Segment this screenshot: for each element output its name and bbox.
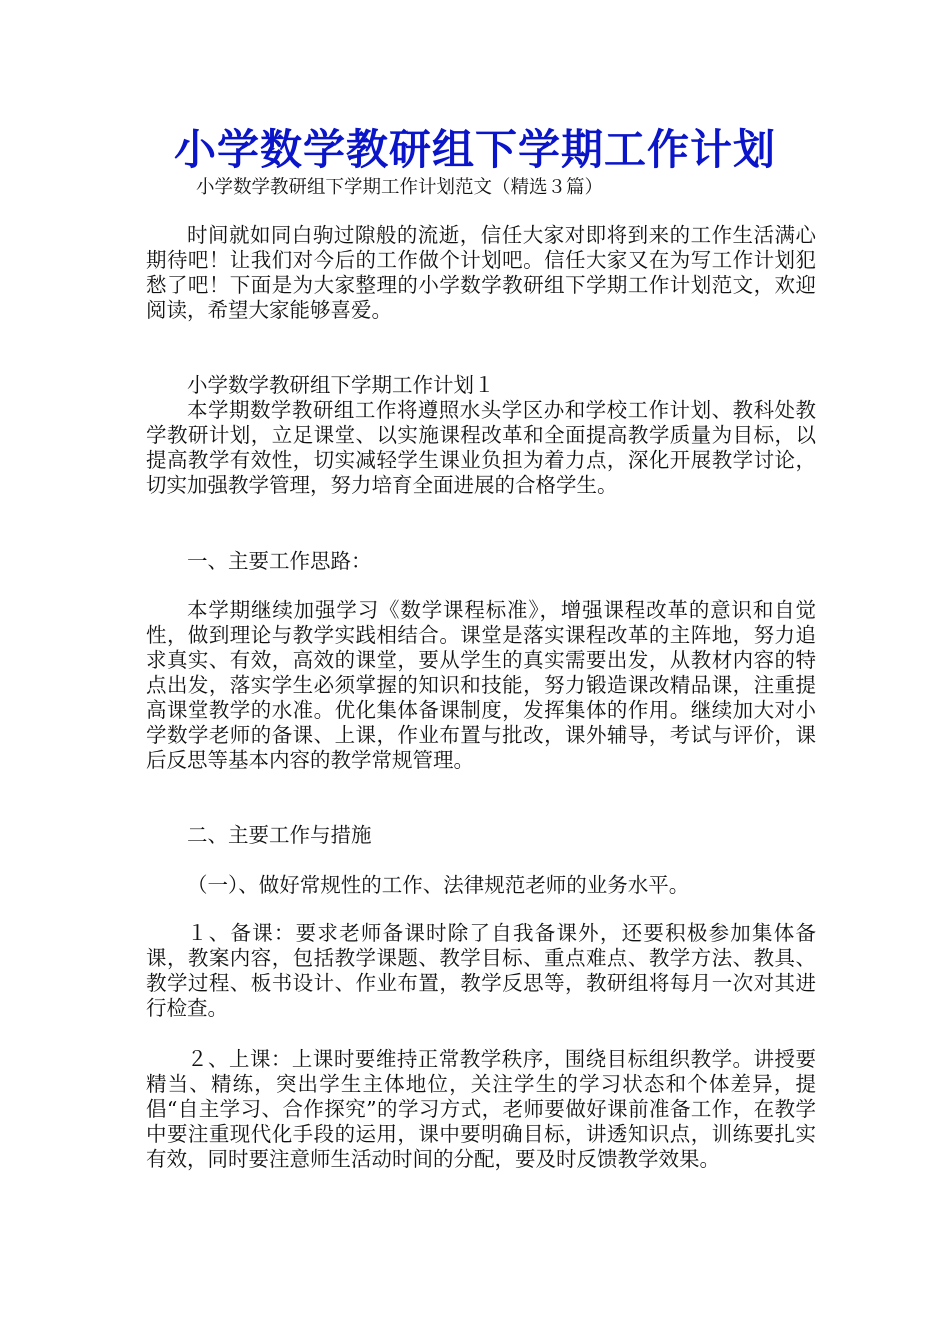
- measures-heading: 二、主要工作与措施: [187, 823, 372, 847]
- section-1-paragraph: 本学期数学教研组工作将遵照水头学区办和学校工作计划、教科处教学教研计划，立足课堂、以实施课程改革和全面提高教学质量为目标，以提高教学有效性，切实减轻学生课业负担为着力点，深化开展教学讨论，切实加强教学管理，努力培育全面进展的合格学生。: [146, 398, 816, 497]
- measures-subheading-1: （一）、做好常规性的工作、法律规范老师的业务水平。: [187, 873, 690, 897]
- work-thinking-paragraph: 本学期继续加强学习《数学课程标准》，增强课程改革的意识和自觉性，做到理论与教学实践相结合。课堂是落实课程改革的主阵地，努力追求真实、有效，高效的课堂，要从学生的真实需要出发，从教材内容的特点出发，落实学生必须掌握的知识和技能，努力锻造课改精品课，注重提高课堂教学的水准。优化集体备课制度，发挥集体的作用。继续加大对小学数学老师的备课、上课，作业布置与批改，课外辅导，考试与评价，课后反思等基本内容的教学常规管理。: [146, 598, 816, 772]
- document-title: 小学数学教研组下学期工作计划: [173, 125, 776, 174]
- document-subtitle: 小学数学教研组下学期工作计划范文（精选３篇）: [196, 177, 604, 198]
- section-1-heading: 小学数学教研组下学期工作计划１: [187, 373, 495, 397]
- work-thinking-heading: 一、主要工作思路：: [187, 549, 372, 573]
- lesson-prep-paragraph: １、备课：要求老师备课时除了自我备课外，还要积极参加集体备课，教案内容，包括教学课题、教学目标、重点难点、教学方法、教具、教学过程、板书设计、作业布置，教学反思等，教研组将每月一次对其进行检查。: [146, 921, 816, 1020]
- intro-paragraph: 时间就如同白驹过隙般的流逝，信任大家对即将到来的工作生活满心期待吧！让我们对今后的工作做个计划吧。信任大家又在为写工作计划犯愁了吧！下面是为大家整理的小学数学教研组下学期工作计划范文，欢迎阅读，希望大家能够喜爱。: [146, 223, 816, 322]
- class-teaching-paragraph: ２、上课：上课时要维持正常教学秩序，围绕目标组织教学。讲授要精当、精练，突出学生主体地位，关注学生的学习状态和个体差异，提倡“自主学习、合作探究”的学习方式，老师要做好课前准备工作，在教学中要注重现代化手段的运用，课中要明确目标，讲透知识点，训练要扎实有效，同时要注意师生活动时间的分配，要及时反馈教学效果。: [146, 1047, 816, 1171]
